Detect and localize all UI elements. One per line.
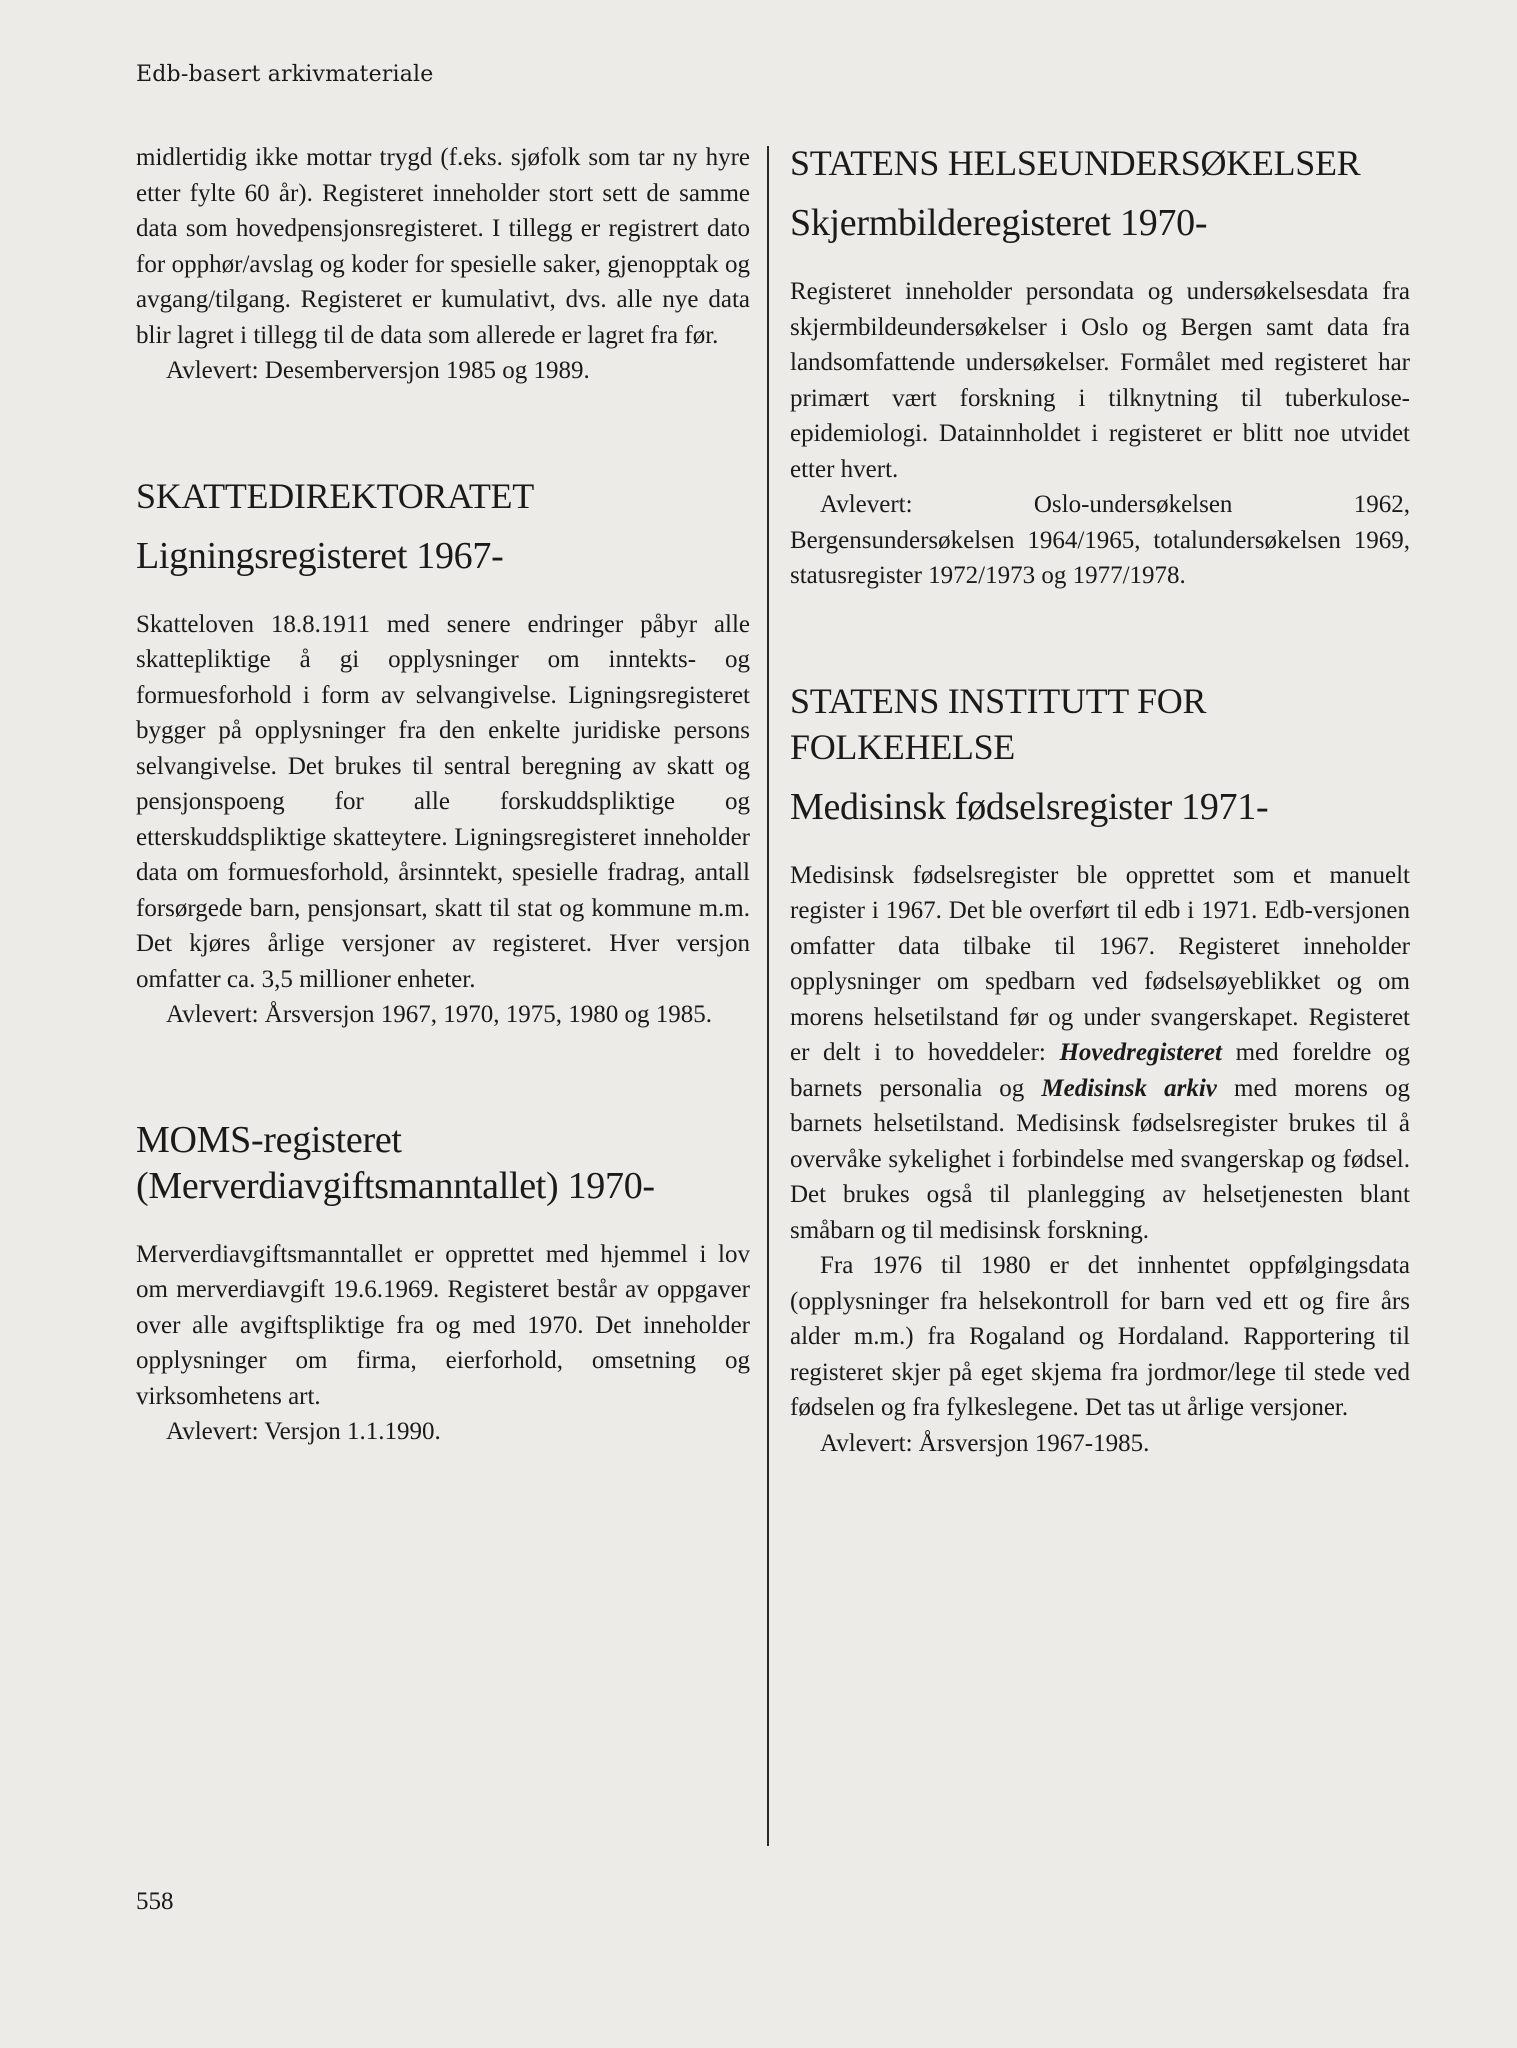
section-heading-skattedirektoratet: SKATTEDIREKTORATET <box>136 475 534 516</box>
hovedregisteret-term: Hovedregisteret <box>1059 1039 1222 1066</box>
fodselsregister-paragraph-2: Fra 1976 til 1980 er det innhentet oppfølgingsdata (opplysninger fra helsekontroll for barn ved ett og fire års alder m.m.) fra Rogaland og Hordaland. Rapportering til registeret skjer på eget skjema fra jordmor/lege til stede ved fødselen og fra fylkeslegene. Det tas ut årlige versjoner. <box>790 1252 1410 1421</box>
moms-avlevert: Avlevert: Versjon 1.1.1990. <box>166 1418 441 1445</box>
fodselsregister-text-c: med morens og barnets helsetilstand. Medisinsk fødselsregister brukes til å overvåke sykelighet i forbindelse med svangerskap og fødsel. Det brukes også til planlegging av helsetjenesten blant småbarn og til medisinsk forskning. <box>790 1074 1410 1244</box>
section-heading-statens-helseundersokelser: STATENS HELSEUNDERSØKELSER <box>790 143 1361 183</box>
subheading-medisinsk-fodselsregister: Medisinsk fødselsregister 1971- <box>790 785 1269 828</box>
column-divider <box>767 146 769 1846</box>
skjermbilderegisteret-avlevert: Avlevert: Oslo-undersøkelsen 1962, Bergensundersøkelsen 1964/1965, totalundersøkelsen 1969, statusregister 1972/1973 og 1977/1978. <box>790 491 1410 589</box>
left-column <box>136 140 750 1450</box>
section-heading-statens-institutt-for-folkehelse: STATENS INSTITUTT FOR FOLKEHELSE <box>790 680 1207 767</box>
intro-paragraph: midlertidig ikke mottar trygd (f.eks. sjøfolk som tar ny hyre etter fylte 60 år). Registeret inneholder stort sett de samme data som hovedpensjonsregisteret. I tillegg er registrert dato for opphør/avslag og koder for spesielle saker, gjenopptak og avgang/tilgang. Registeret er kumulativt, dvs. alle nye data blir lagret i tillegg til de data som allerede er lagret fra før. <box>136 144 750 349</box>
moms-paragraph: Merverdiavgiftsmanntallet er opprettet med hjemmel i lov om merverdiavgift 19.6.1969. Registeret består av oppgaver over alle avgiftspliktige fra og med 1970. Det inneholder opplysninger om firma, eierforhold, omsetning og virksomhetens art. <box>136 1240 750 1410</box>
running-head: Edb-basert arkivmateriale <box>136 62 434 87</box>
subheading-moms-registeret: MOMS-registeret (Merverdiavgiftsmanntallet) 1970- <box>136 1118 655 1207</box>
subheading-skjermbilderegisteret: Skjermbilderegisteret 1970- <box>790 202 1208 244</box>
skjermbilderegisteret-paragraph: Registeret inneholder persondata og undersøkelsesdata fra skjermbildeundersøkelser i Oslo og Bergen samt data fra landsomfattende undersøkelser. Formålet med registeret har primært vært forskning i tilknytning til tuberkulose-epidemiologi. Datainnholdet i registeret er blitt noe utvidet etter hvert. <box>790 278 1410 483</box>
medisinsk-arkiv-term: Medisinsk arkiv <box>1041 1074 1217 1102</box>
page-number: 558 <box>136 1888 174 1915</box>
fodselsregister-paragraph <box>790 858 1410 1249</box>
right-column <box>790 140 1410 1461</box>
ligningsregisteret-avlevert: Avlevert: Årsversjon 1967, 1970, 1975, 1980 og 1985. <box>166 1001 713 1028</box>
fodselsregister-text-a: Medisinsk fødselsregister ble opprettet som et manuelt register i 1967. Det ble overført til edb i 1971. Edb-versjonen omfatter data tilbake til 1967. Registeret inneholder opplysninger om spedbarn ved fødselsøyeblikket og om morens helsetilstand før og under svangerskapet. Registeret er delt i to hoveddeler: <box>790 861 1410 1066</box>
fodselsregister-text-b: med foreldre og barnets personalia og <box>790 1039 1410 1102</box>
subheading-ligningsregisteret: Ligningsregisteret 1967- <box>136 534 504 577</box>
intro-avlevert: Avlevert: Desemberversjon 1985 og 1989. <box>166 357 590 384</box>
ligningsregisteret-paragraph: Skatteloven 18.8.1911 med senere endringer påbyr alle skattepliktige å gi opplysninger om inntekts- og formuesforhold i form av selvangivelse. Ligningsregisteret bygger på opplysninger fra den enkelte juridiske persons selvangivelse. Det brukes til sentral beregning av skatt og pensjonspoeng for alle forskuddspliktige og etterskuddspliktige skatteytere. Ligningsregisteret inneholder data om formuesforhold, årsinntekt, spesielle fradrag, antall forsørgede barn, pensjonsart, skatt til stat og kommune m.m. Det kjøres årlige versjoner av registeret. Hver versjon omfatter ca. 3,5 millioner enheter. <box>136 610 750 993</box>
fodselsregister-avlevert: Avlevert: Årsversjon 1967-1985. <box>820 1429 1150 1457</box>
